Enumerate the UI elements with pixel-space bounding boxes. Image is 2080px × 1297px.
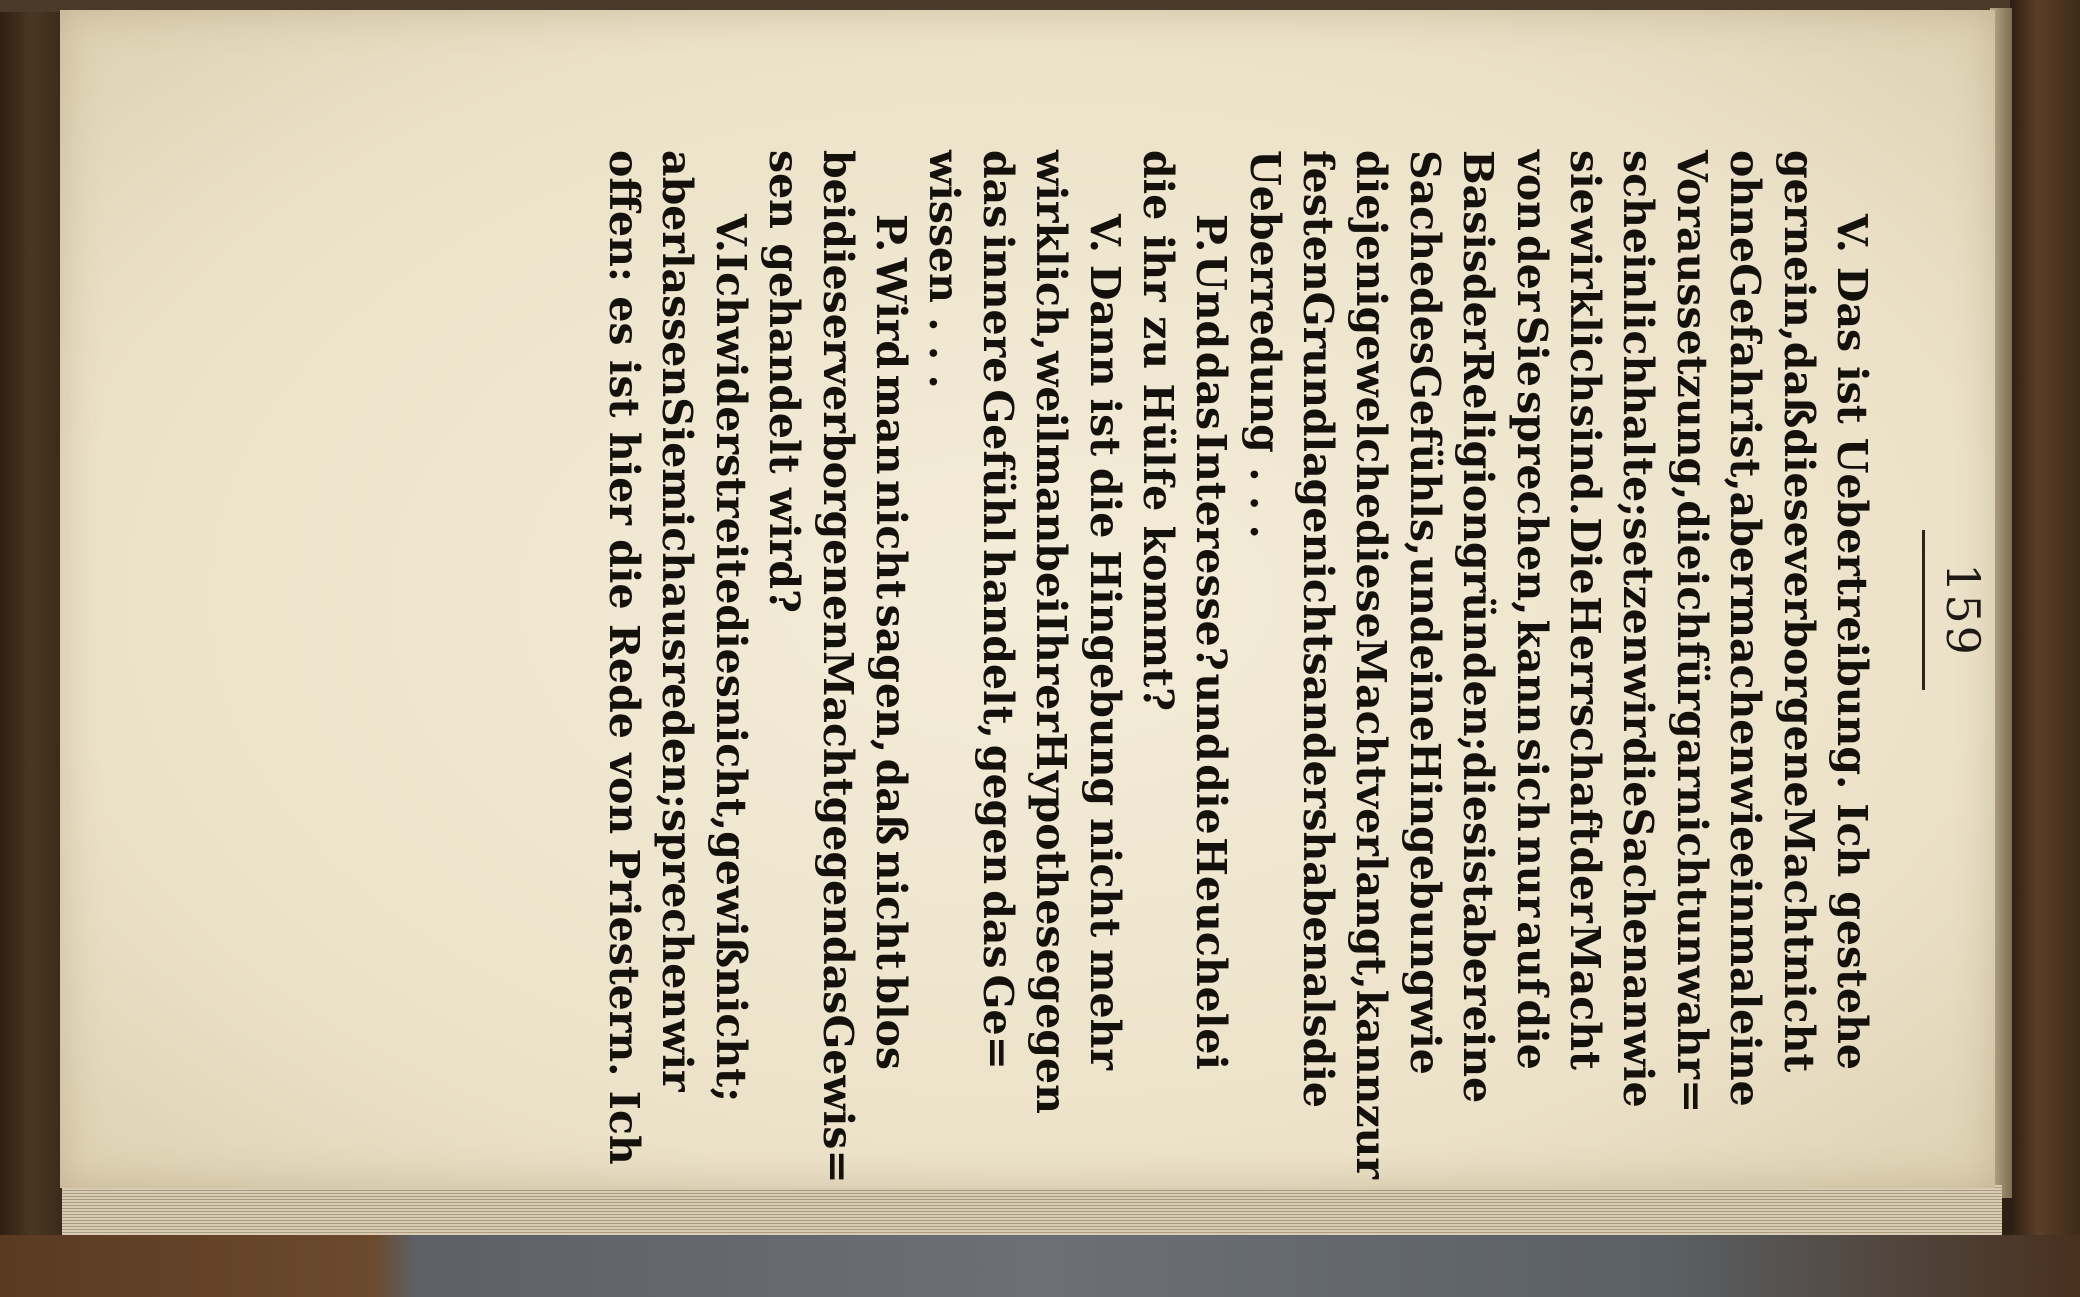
word: Voraussetzung, <box>1667 150 1716 501</box>
paragraph <box>917 150 1131 1114</box>
text-line <box>1664 150 1717 1114</box>
word: eine <box>1400 644 1449 743</box>
rotated-page-content <box>390 40 2030 1184</box>
word: Macht <box>813 651 862 797</box>
word: Wird <box>866 257 915 370</box>
word: aber <box>1721 491 1770 595</box>
word: Grundlage <box>1294 291 1343 534</box>
word: bei <box>813 150 862 221</box>
word: Ich <box>706 252 755 327</box>
word: gründen; <box>1454 542 1503 752</box>
word: an <box>1614 974 1663 1031</box>
word: für <box>1667 641 1716 711</box>
book-page <box>60 10 1995 1188</box>
word: die <box>1667 500 1716 571</box>
word: festen <box>1294 150 1343 292</box>
paragraph <box>1237 150 1878 1180</box>
text-line <box>1451 150 1504 1104</box>
word: V. <box>1080 214 1129 253</box>
word: . <box>920 374 969 389</box>
word: diejenige <box>1347 150 1396 362</box>
word: der <box>1507 235 1556 312</box>
word: Gewis= <box>813 1014 862 1184</box>
word: Heuchelei <box>1187 837 1236 1070</box>
word: hier <box>600 431 649 525</box>
word: halte; <box>1614 385 1663 518</box>
word: Ich <box>600 1090 649 1165</box>
word: mich <box>653 468 702 583</box>
word: kann <box>1507 619 1556 735</box>
word: wissen <box>920 150 969 303</box>
word: Uebertreibung. <box>1828 437 1876 790</box>
text-line <box>810 150 863 1184</box>
text-line <box>1397 150 1450 1075</box>
word: es <box>600 296 649 346</box>
word: die <box>1133 150 1182 221</box>
word: Und <box>1187 254 1236 350</box>
word: handelt, <box>973 549 1022 739</box>
word: Ge= <box>973 974 1022 1070</box>
book-cover-bottom <box>0 1235 2080 1297</box>
word: haben <box>1294 831 1343 973</box>
word: sind. <box>1561 404 1610 516</box>
word: sie <box>1561 150 1610 215</box>
word: gewiß <box>706 831 755 968</box>
word: sen <box>760 150 809 229</box>
word: aber <box>653 150 702 253</box>
word: nicht <box>1080 818 1129 938</box>
word: sich <box>1507 738 1556 832</box>
word: wird? <box>760 487 809 614</box>
word: kommt? <box>1133 525 1182 712</box>
text-line <box>650 150 703 1092</box>
word: V. <box>706 214 755 253</box>
word: ist <box>1828 366 1876 424</box>
word: V. <box>1828 214 1876 253</box>
word: ihr <box>1133 234 1182 302</box>
word: bei <box>1027 543 1076 614</box>
word: unwahr= <box>1667 906 1716 1114</box>
word: Hülfe <box>1133 383 1182 512</box>
text-line <box>1291 150 1344 1108</box>
word: diese <box>1347 519 1396 639</box>
text-line <box>597 150 650 1165</box>
word: P. <box>1187 214 1236 253</box>
word: des <box>1400 287 1449 365</box>
text-line <box>1611 150 1664 1108</box>
text-line <box>1718 150 1771 1107</box>
word: mehr <box>1080 949 1129 1070</box>
word: und <box>1187 673 1236 762</box>
word: Das <box>1828 266 1876 353</box>
paragraph <box>597 150 757 1165</box>
word: ist <box>1454 845 1503 903</box>
text-line <box>1558 150 1611 1070</box>
text-line <box>970 150 1023 1070</box>
word: die <box>1507 999 1556 1070</box>
word: nicht <box>866 479 915 600</box>
text-line <box>917 150 970 1070</box>
word: Die <box>1561 517 1610 595</box>
word: verborgene <box>1774 547 1823 808</box>
word: Gefühls, <box>1400 364 1449 557</box>
word: das <box>813 936 862 1015</box>
text-line <box>703 150 756 1103</box>
word: Dann <box>1080 264 1129 387</box>
word: sagen, <box>866 604 915 754</box>
word: gehandelt <box>760 243 809 474</box>
word: und <box>1400 556 1449 645</box>
word: das <box>973 890 1022 969</box>
word: zu <box>1133 316 1182 370</box>
word: von <box>1507 150 1556 231</box>
word: P. <box>866 214 915 253</box>
page-number: 159 <box>1936 563 1990 657</box>
word: anders <box>1294 675 1343 832</box>
page-number-rule <box>1922 530 1925 690</box>
word: gern <box>1774 150 1823 257</box>
word: von <box>600 753 649 835</box>
word: aber <box>1454 902 1503 1006</box>
text-line <box>1344 150 1397 1180</box>
word: nicht, <box>706 697 755 832</box>
word: die <box>1187 764 1236 835</box>
text-line <box>1825 150 1878 1070</box>
word: die <box>600 539 649 610</box>
page-edges <box>62 1185 2002 1237</box>
word: Religion <box>1454 349 1503 543</box>
text-line <box>1504 150 1557 1070</box>
word: nicht <box>866 850 915 970</box>
word: Macht <box>1774 807 1823 954</box>
word: blos <box>866 975 915 1070</box>
paragraph <box>1131 150 1238 1070</box>
body-text <box>597 150 1878 1184</box>
word: Ich <box>1828 803 1876 878</box>
text-line <box>1077 150 1130 1070</box>
word: wie <box>1721 775 1770 853</box>
word: Sie <box>653 397 702 469</box>
word: gegen <box>813 796 862 937</box>
word: gegen <box>1027 974 1076 1114</box>
word: gegen <box>973 744 1022 885</box>
word: Hingebung <box>1080 550 1129 807</box>
word: ausreden; <box>653 582 702 809</box>
word: innere <box>973 234 1022 384</box>
word: nicht; <box>706 967 755 1103</box>
word: ich <box>1667 570 1716 642</box>
word: weil <box>1027 351 1076 444</box>
word: nicht <box>1774 953 1823 1073</box>
word: als <box>1294 972 1343 1038</box>
word: verborgenen <box>813 361 862 652</box>
word: dies <box>1454 751 1503 846</box>
word: Ueberredung <box>1240 150 1289 453</box>
word: der <box>1561 846 1610 923</box>
word: . <box>1240 467 1289 482</box>
word: wirklich <box>1561 216 1610 404</box>
word: widerstreite <box>706 326 755 605</box>
word: dieser <box>813 220 862 362</box>
word: Macht <box>1347 638 1396 785</box>
text-line <box>864 150 917 1070</box>
word: Macht <box>1561 924 1610 1070</box>
word: Rede <box>600 623 649 739</box>
word: eine <box>1721 1009 1770 1107</box>
word: Priestern. <box>600 848 649 1077</box>
word: auf <box>1507 921 1556 996</box>
word: die <box>1294 1037 1343 1108</box>
word: Gefahr <box>1721 263 1770 420</box>
text-line <box>1237 150 1290 1070</box>
word: Basis <box>1454 150 1503 273</box>
word: Sache <box>1400 150 1449 288</box>
word: die <box>1080 468 1129 539</box>
word: wir <box>1614 664 1663 738</box>
word: sprechen, <box>1507 391 1556 616</box>
word: dies <box>706 604 755 698</box>
word: gestehe <box>1828 891 1876 1070</box>
word: lassen <box>653 252 702 398</box>
word: Interesse? <box>1187 432 1236 671</box>
text-line <box>1184 150 1237 1070</box>
word: man <box>866 374 915 475</box>
word: sprechen <box>653 808 702 1020</box>
word: scheinlich <box>1614 150 1663 386</box>
word: wirklich, <box>1027 150 1076 352</box>
word: das <box>973 150 1022 229</box>
word: das <box>1187 351 1236 431</box>
word: nicht <box>1667 787 1716 907</box>
word: offen: <box>600 150 649 283</box>
word: nur <box>1507 835 1556 918</box>
word: machen <box>1721 594 1770 776</box>
word: diese <box>1774 428 1823 548</box>
word: nichts <box>1294 533 1343 676</box>
word: verlangt, <box>1347 784 1396 990</box>
word: einmal <box>1721 852 1770 1010</box>
paragraph <box>757 150 917 1184</box>
word: ist, <box>1721 419 1770 492</box>
word: gar <box>1667 710 1716 788</box>
word: Hypothese <box>1027 732 1076 975</box>
word: setzen <box>1614 517 1663 665</box>
word: Gefühl <box>973 389 1022 544</box>
word: welche <box>1347 361 1396 520</box>
text-line <box>757 150 810 1070</box>
text-line <box>1024 150 1077 1114</box>
word: kann <box>1347 989 1396 1105</box>
word: Sie <box>1507 315 1556 387</box>
word: . <box>920 345 969 361</box>
word: Herrschaft <box>1561 596 1610 846</box>
word: Ihrer <box>1027 613 1076 732</box>
word: der <box>1454 272 1503 350</box>
word: daß <box>1774 341 1823 429</box>
text-line <box>1771 150 1824 1073</box>
word: ein, <box>1774 256 1823 342</box>
text-line <box>1131 150 1184 1070</box>
word: wie <box>1400 997 1449 1075</box>
word: wie <box>1614 1030 1663 1108</box>
word: Sachen <box>1614 807 1663 975</box>
word: daß <box>866 758 915 846</box>
word: . <box>1240 524 1289 539</box>
word: ist <box>1080 398 1129 457</box>
word: die <box>1614 737 1663 808</box>
word: wir <box>653 1019 702 1092</box>
word: eine <box>1454 1005 1503 1104</box>
word: zur <box>1347 1104 1396 1180</box>
word: . <box>920 317 969 332</box>
word: ist <box>600 359 649 418</box>
word: Hingebung <box>1400 742 1449 998</box>
word: . <box>1240 495 1289 511</box>
word: man <box>1027 443 1076 544</box>
word: ohne <box>1721 150 1770 264</box>
